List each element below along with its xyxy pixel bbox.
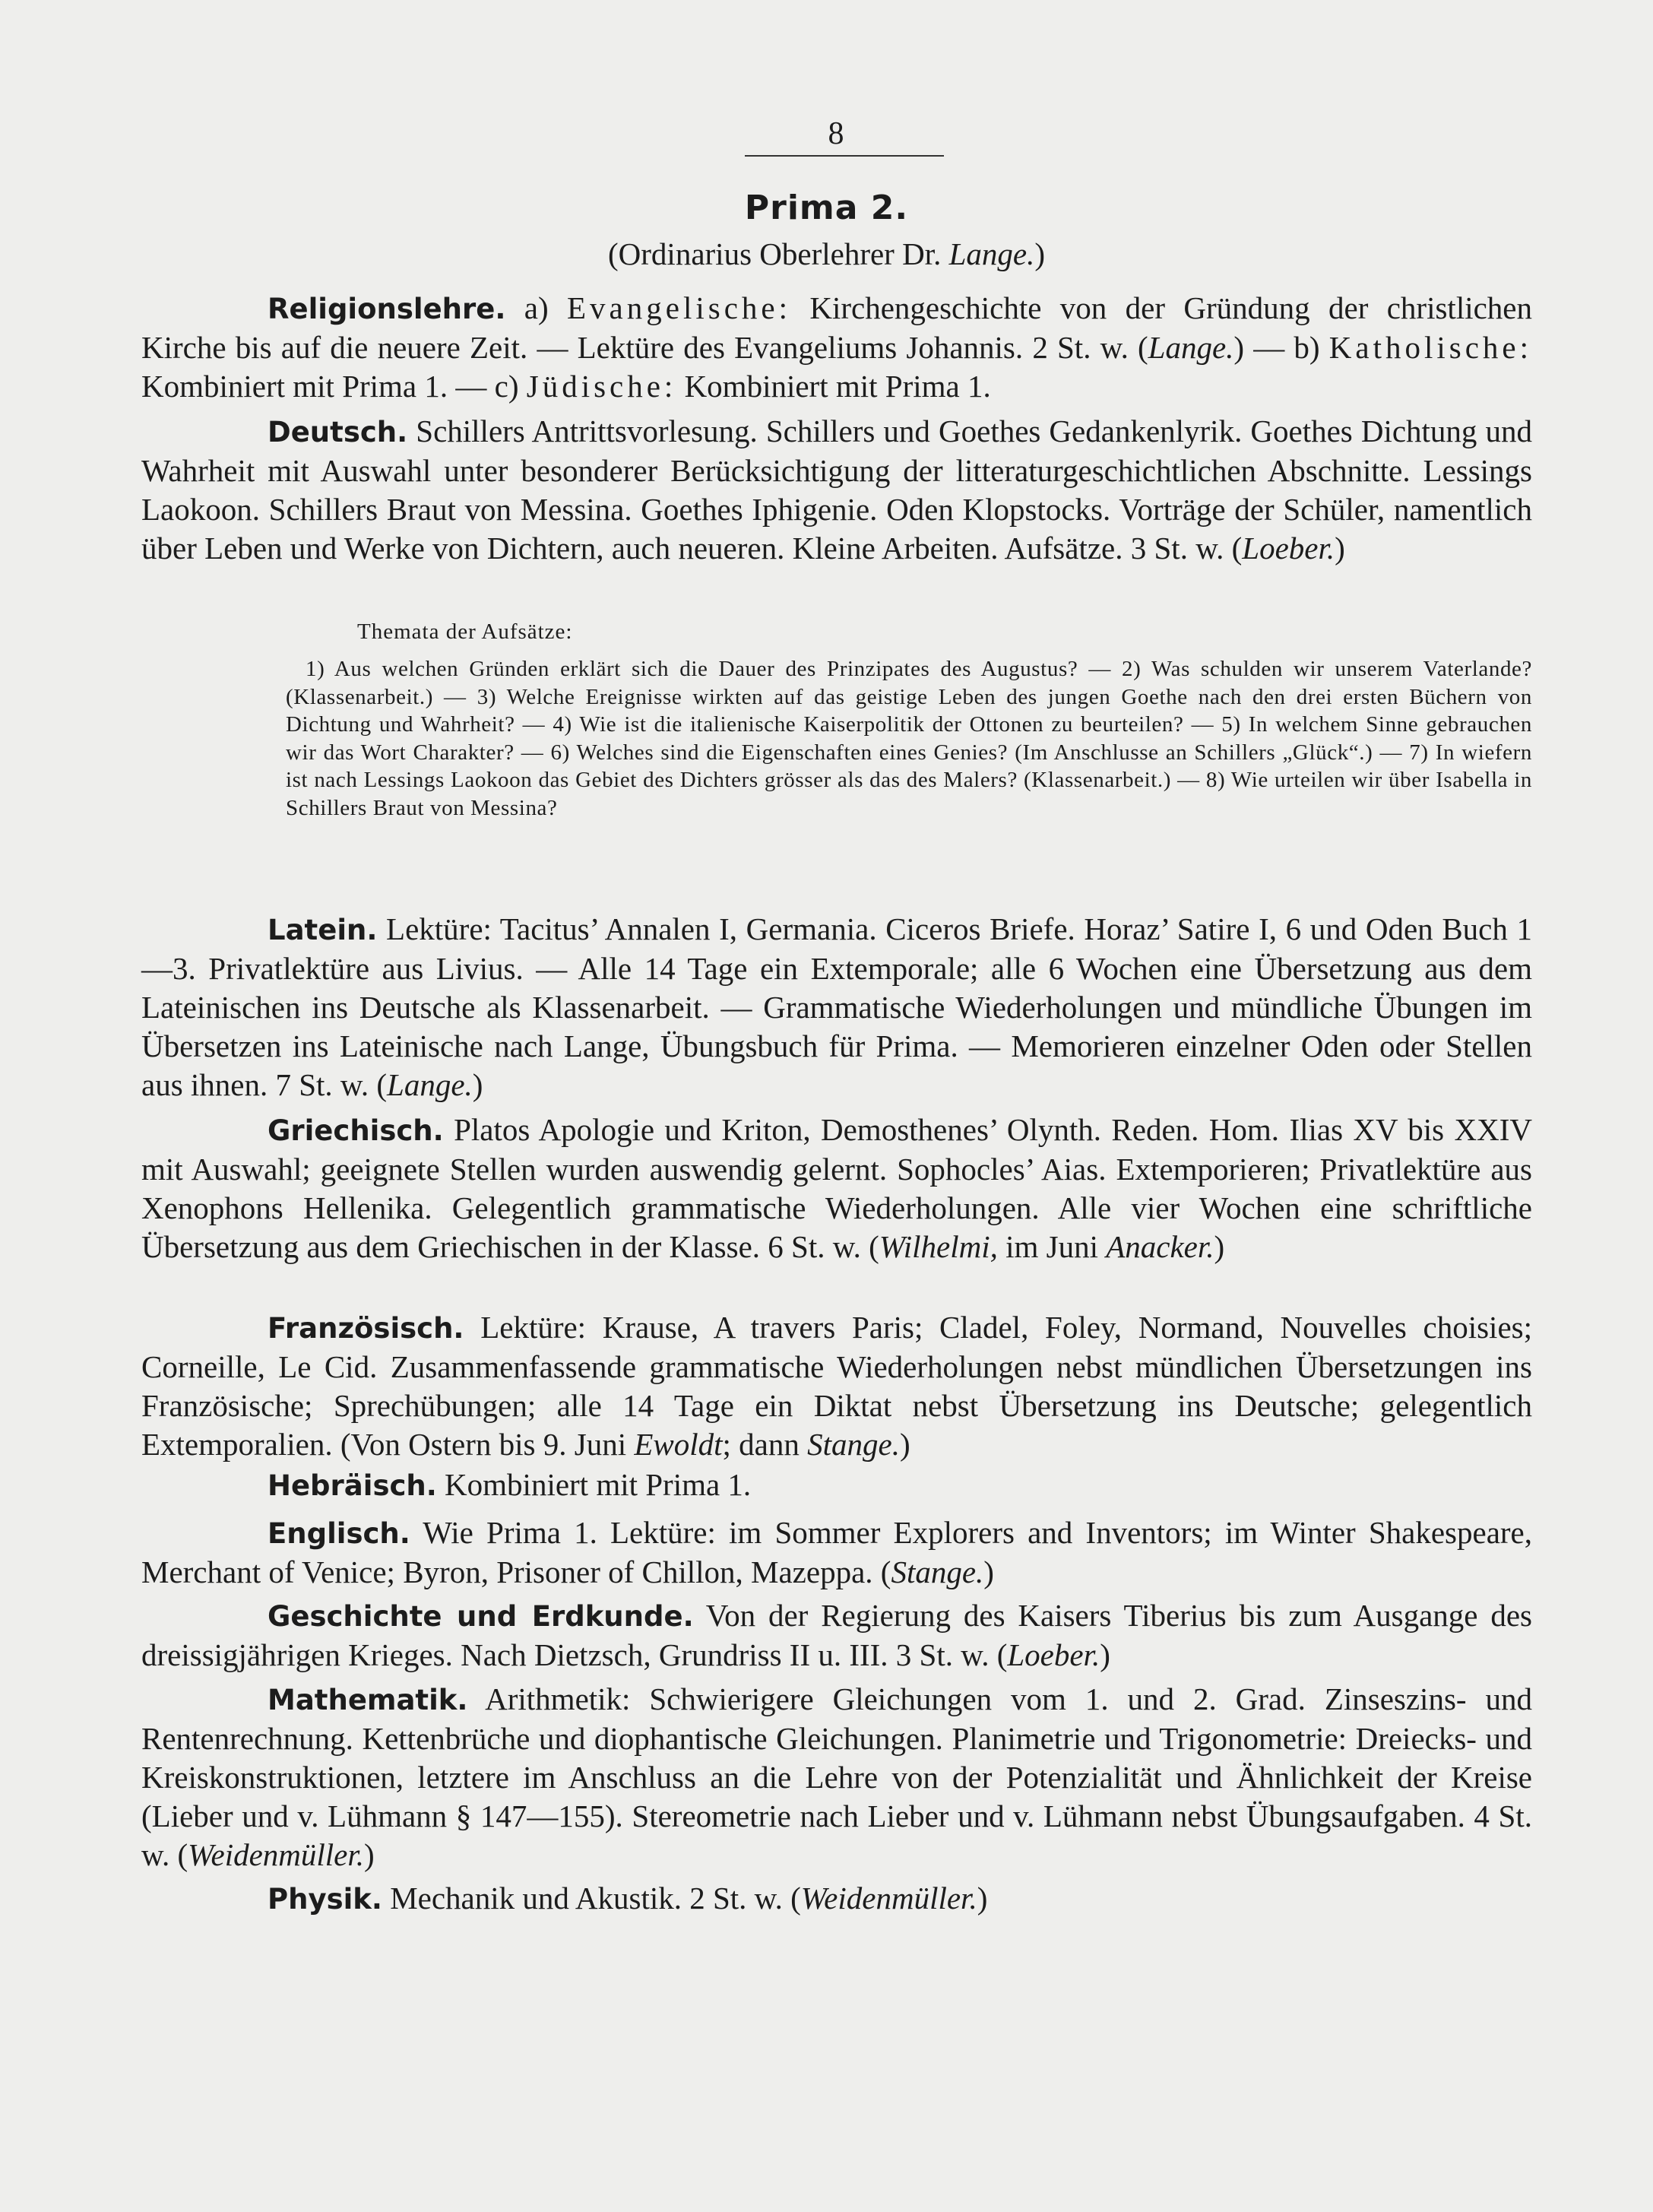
section-englisch: Englisch. Wie Prima 1. Lektüre: im Sommer Explorers and Inventors; im Winter Shakespeare, Merchant of Venice; Byron, Prisoner of Chillon, Mazeppa. (Stange.) bbox=[141, 1515, 1532, 1589]
page-title: Prima 2. bbox=[744, 189, 909, 227]
section-deutsch: Deutsch. Schillers Antrittsvorlesung. Schillers und Goethes Gedankenlyrik. Goethes Dichtung und Wahrheit mit Auswahl unter besonderer Berücksichtigung der litteraturgeschichtlichen Abschnitte. Lessings Laokoon. Schillers Braut von Messina. Goethes Iphigenie. Oden Klopstocks. Vorträge der Schüler, namentlich über Leben und Werke von Dichtern, auch neueren. Kleine Arbeiten. Aufsätze. 3 St. w. (Loeber.) bbox=[141, 414, 1532, 566]
page-number-rule bbox=[745, 155, 944, 157]
page-subtitle: (Ordinarius Oberlehrer Dr. Lange.) bbox=[608, 236, 1045, 271]
section-label: Englisch. bbox=[268, 1517, 410, 1550]
page-number: 8 bbox=[828, 116, 844, 151]
section-mathematik: Mathematik. Arithmetik: Schwierigere Gleichungen vom 1. und 2. Grad. Zinseszins- und Rentenrechnung. Kettenbrüche und diophantische Gleichungen. Planimetrie und Trigonometrie: Dreiecks- und Kreiskonstruktionen, letztere im Anschluss an die Lehre von der Potenzialität und Ähnlichkeit der Kreise (Lieber und v. Lühmann § 147—155). Stereometrie nach Lieber und v. Lühmann nebst Übungsaufgaben. 4 St. w. (Weidenmüller.) bbox=[141, 1681, 1532, 1872]
section-label: Mathematik. bbox=[268, 1684, 468, 1716]
section-label: Religionslehre. bbox=[268, 293, 506, 325]
section-physik: Physik. Mechanik und Akustik. 2 St. w. (Weidenmüller.) bbox=[268, 1881, 988, 1916]
section-label: Griechisch. bbox=[268, 1114, 444, 1147]
themata-list: 1) Aus welchen Gründen erklärt sich die Dauer des Prinzipates des Augustus? — 2) Was schulden wir unserem Vaterlande? (Klassenarbeit.) — 3) Welche Ereignisse wirkten auf das geistige Leben des jungen Goethe nach den drei ersten Büchern von Dichtung und Wahrheit? — 4) Wie ist die italienische Kaiserpolitik der Ottonen zu beurteilen? — 5) In welchem Sinne gebrauchen wir das Wort Charakter? — 6) Welches sind die Eigenschaften eines Genies? (Im Anschlusse an Schillers „Glück“.) — 7) In wiefern ist nach Lessings Laokoon das Gebiet des Dichters grösser als das des Malers? (Klassenarbeit.) — 8) Wie urteilen wir über Isabella in Schillers Braut von Messina? bbox=[286, 657, 1532, 820]
section-griechisch: Griechisch. Platos Apologie und Kriton, Demosthenes’ Olynth. Reden. Hom. Ilias XV bis XXIV mit Auswahl; geeignete Stellen wurden auswendig gelernt. Sophocles’ Aias. Extemporieren; Privatlektüre aus Xenophons Hellenika. Gelegentlich grammatische Wiederholungen. Alle vier Wochen eine schriftliche Übersetzung aus dem Griechischen in der Klasse. 6 St. w. (Wilhelmi, im Juni Anacker.) bbox=[141, 1112, 1532, 1264]
themata-heading: Themata der Aufsätze: bbox=[357, 620, 573, 644]
section-label: Deutsch. bbox=[268, 416, 408, 448]
section-label: Hebräisch. bbox=[268, 1469, 437, 1502]
section-label: Französisch. bbox=[268, 1312, 464, 1345]
section-latein: Latein. Lektüre: Tacitus’ Annalen I, Germania. Ciceros Briefe. Horaz’ Satire I, 6 und Oden Buch 1—3. Privatlektüre aus Livius. — Alle 14 Tage ein Extemporale; alle 6 Wochen eine Übersetzung aus dem Lateinischen ins Deutsche als Klassenarbeit. — Grammatische Wiederholungen und mündliche Übungen im Übersetzen ins Lateinische nach Lange, Übungsbuch für Prima. — Memorieren einzelner Oden oder Stellen aus ihnen. 7 St. w. (Lange.) bbox=[141, 911, 1532, 1102]
section-label: Latein. bbox=[268, 914, 378, 946]
section-franzoesisch: Französisch. Lektüre: Krause, A travers Paris; Cladel, Foley, Normand, Nouvelles choisies; Corneille, Le Cid. Zusammenfassende grammatische Wiederholungen nebst mündlichen Übersetzungen ins Französische; Sprechübungen; alle 14 Tage ein Diktat nebst Übersetzung ins Deutsche; gelegentlich Extemporalien. (Von Ostern bis 9. Juni Ewoldt; dann Stange.) bbox=[141, 1310, 1532, 1462]
section-hebraeisch: Hebräisch. Kombiniert mit Prima 1. bbox=[268, 1467, 752, 1502]
section-label: Physik. bbox=[268, 1883, 382, 1916]
section-label: Geschichte und Erdkunde. bbox=[268, 1600, 694, 1633]
section-religionslehre: Religionslehre. a) Evangelische: Kirchengeschichte von der Gründung der christlichen Kirche bis auf die neuere Zeit. — Lektüre des Evangeliums Johannis. 2 St. w. (Lange.) — b) Katholische: Kombiniert mit Prima 1. — c) Jüdische: Kombiniert mit Prima 1. bbox=[141, 290, 1532, 404]
section-geschichte: Geschichte und Erdkunde. Von der Regierung des Kaisers Tiberius bis zum Ausgange des dreissigjährigen Krieges. Nach Dietzsch, Grundriss II u. III. 3 St. w. (Loeber.) bbox=[141, 1598, 1532, 1672]
